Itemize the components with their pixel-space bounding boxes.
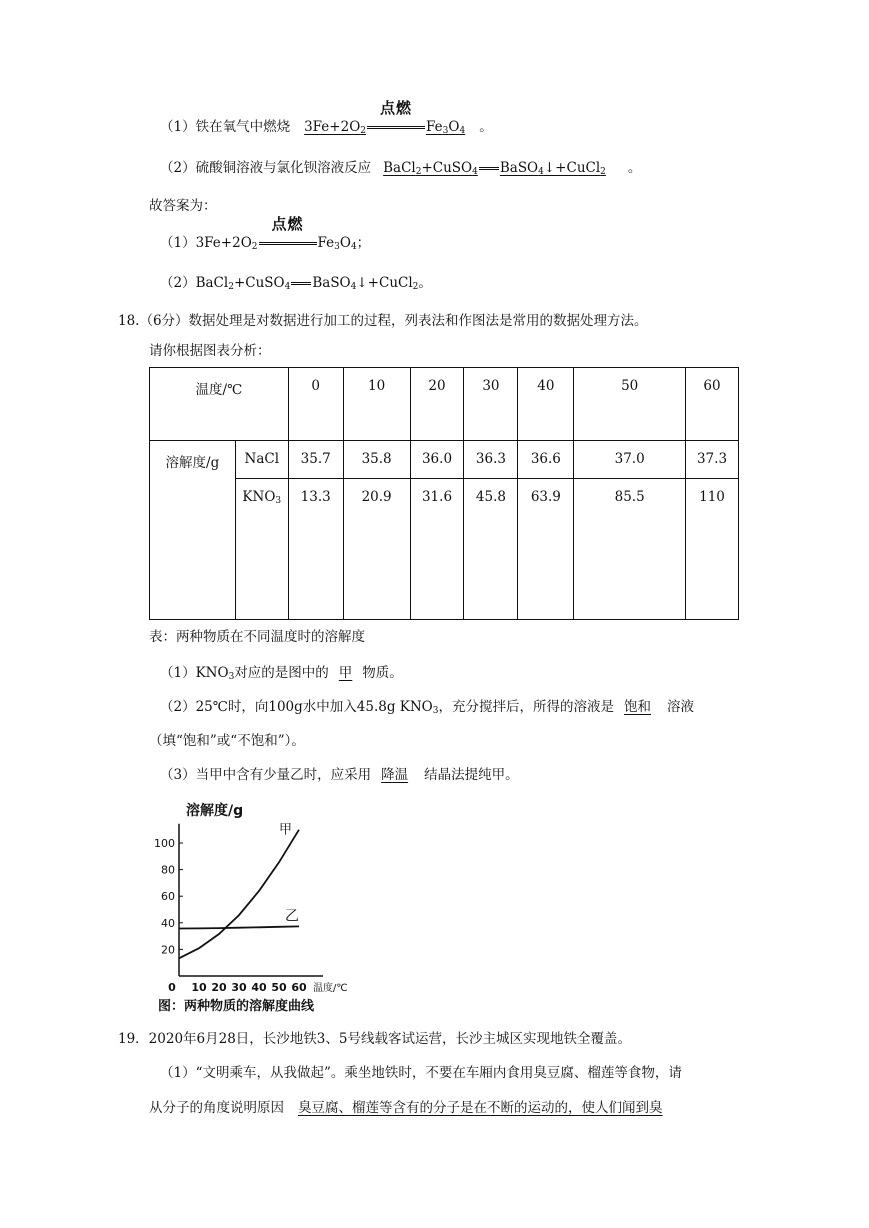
- solubility-chart: [148, 795, 380, 1017]
- table-row-temperature: [150, 368, 739, 441]
- answer-jia: 甲: [338, 665, 353, 681]
- y-tick-label: 80: [161, 863, 175, 877]
- ignite-condition: 点燃: [367, 117, 425, 137]
- nacl-cell: 37.3: [686, 441, 739, 479]
- x-tick-label: 0: [168, 981, 176, 994]
- kno3-cell: 13.3: [288, 479, 343, 620]
- kno3-cell: 110: [686, 479, 739, 620]
- sub-question-1: $(1)KNO_3$对应的是图中的 甲 物质。: [160, 665, 403, 682]
- kno3-cell: 20.9: [343, 479, 410, 620]
- x-ticks: [168, 981, 307, 994]
- kno3-label: $KNO_3$: [235, 479, 288, 620]
- kno3-cell: 45.8: [464, 479, 518, 620]
- sub-question-2: （2）25℃时，向100g水中加入45.8g $KNO_3$，充分搅拌后，所得的溶液是 饱和 溶液: [160, 699, 694, 716]
- solubility-table: [149, 367, 739, 620]
- ignite-condition-2: 点燃: [259, 233, 317, 253]
- chart-caption: 图：两种物质的溶解度曲线: [158, 999, 315, 1014]
- question-19: 19．2020年6月28日，长沙地铁3、5号线载客试运营，长沙主城区实现地铁全覆盖。: [118, 1031, 631, 1047]
- temp-cell: 50: [574, 368, 686, 441]
- kno3-cell: 31.6: [410, 479, 464, 620]
- temp-cell: 20: [410, 368, 464, 441]
- nacl-cell: 35.8: [343, 441, 410, 479]
- question-19-part-1-answer: 从分子的角度说明原因 臭豆腐、榴莲等含有的分子是在不断的运动的，使人们闻到臭: [149, 1100, 663, 1116]
- kno3-cell: 63.9: [518, 479, 574, 620]
- answer-2-line: （2）硫酸铜溶液与氯化钡溶液反应 BaCl$_2$+CuSO$_4$ BaSO$_4$↓+CuCl$_2$ 。: [160, 160, 642, 177]
- answer-cooling: 降温: [381, 767, 409, 783]
- answer-1-equation: $3Fe+2O_2$ 点燃 $Fe_3O_4$: [304, 99, 466, 136]
- question-18-instruction: 请你根据图表分析：: [149, 343, 271, 359]
- nacl-cell: 36.3: [464, 441, 518, 479]
- nacl-cell: 37.0: [574, 441, 686, 479]
- sub-question-3: （3）当甲中含有少量乙时，应采用 降温 结晶法提纯甲。: [160, 767, 519, 783]
- y-tick-label: 100: [154, 837, 175, 850]
- series-line-yi: [179, 926, 299, 928]
- temp-cell: 10: [343, 368, 410, 441]
- y-tick-label: 20: [161, 943, 175, 957]
- temp-cell: 40: [518, 368, 574, 441]
- question-18: 18.（6分）数据处理是对数据进行加工的过程，列表法和作图法是常用的数据处理方法。: [118, 313, 648, 329]
- x-tick-label: 40: [251, 981, 267, 994]
- answer-molecule-motion: 臭豆腐、榴莲等含有的分子是在不断的运动的，使人们闻到臭: [298, 1100, 663, 1116]
- temp-cell: 0: [288, 368, 343, 441]
- y-tick-label: 40: [161, 916, 175, 930]
- x-tick-label: 10: [191, 981, 207, 994]
- nacl-cell: 35.7: [288, 441, 343, 479]
- series-label-yi: 乙: [285, 908, 299, 925]
- kno3-cell: 85.5: [574, 479, 686, 620]
- sub-question-2-hint: （填“饱和”或“不饱和”）。: [149, 733, 305, 749]
- answer-1-line: （1）铁在氧气中燃烧 $3Fe+2O_2$ 点燃 $Fe_3O_4$ 。: [160, 99, 493, 136]
- chart-ylabel: 溶解度/g: [186, 803, 244, 819]
- temp-cell: 60: [686, 368, 739, 441]
- nacl-label: NaCl: [235, 441, 288, 479]
- answer-heading: 故答案为：: [149, 198, 217, 214]
- x-tick-label: 50: [271, 981, 287, 994]
- final-answer-1: $(1)3Fe+2O_2$ 点燃 $Fe_3O_4$；: [160, 215, 371, 252]
- table-row-kno3: [150, 479, 739, 620]
- final-answer-2: （2）BaCl$_2$+CuSO$_4$ BaSO$_4$↓+CuCl$_2$。: [160, 275, 432, 292]
- nacl-cell: 36.6: [518, 441, 574, 479]
- temp-header: 温度/℃: [150, 368, 289, 441]
- answer-1-label: （1）铁在氧气中燃烧: [160, 119, 291, 135]
- series-line-jia: [179, 830, 299, 959]
- answer-2-equation: BaCl$_2$+CuSO$_4$ BaSO$_4$↓+CuCl$_2$: [383, 160, 606, 177]
- x-tick-label: 60: [291, 981, 307, 994]
- answer-saturated: 饱和: [623, 699, 651, 715]
- table-row-nacl: [150, 441, 739, 479]
- chart-xlabel: 温度/℃: [313, 983, 348, 994]
- question-19-part-1: （1）“文明乘车，从我做起”。乘坐地铁时，不要在车厢内食用臭豆腐、榴莲等食物，请: [160, 1065, 682, 1081]
- nacl-cell: 36.0: [410, 441, 464, 479]
- y-tick-label: 60: [161, 890, 175, 904]
- series-label-jia: 甲: [279, 822, 293, 838]
- answer-2-label: （2）硫酸铜溶液与氯化钡溶液反应: [160, 160, 372, 176]
- x-tick-label: 30: [231, 981, 247, 994]
- table-caption: 表：两种物质在不同温度时的溶解度: [149, 629, 365, 645]
- x-tick-label: 20: [211, 981, 227, 994]
- temp-cell: 30: [464, 368, 518, 441]
- solubility-header: 溶解度/g: [150, 441, 236, 620]
